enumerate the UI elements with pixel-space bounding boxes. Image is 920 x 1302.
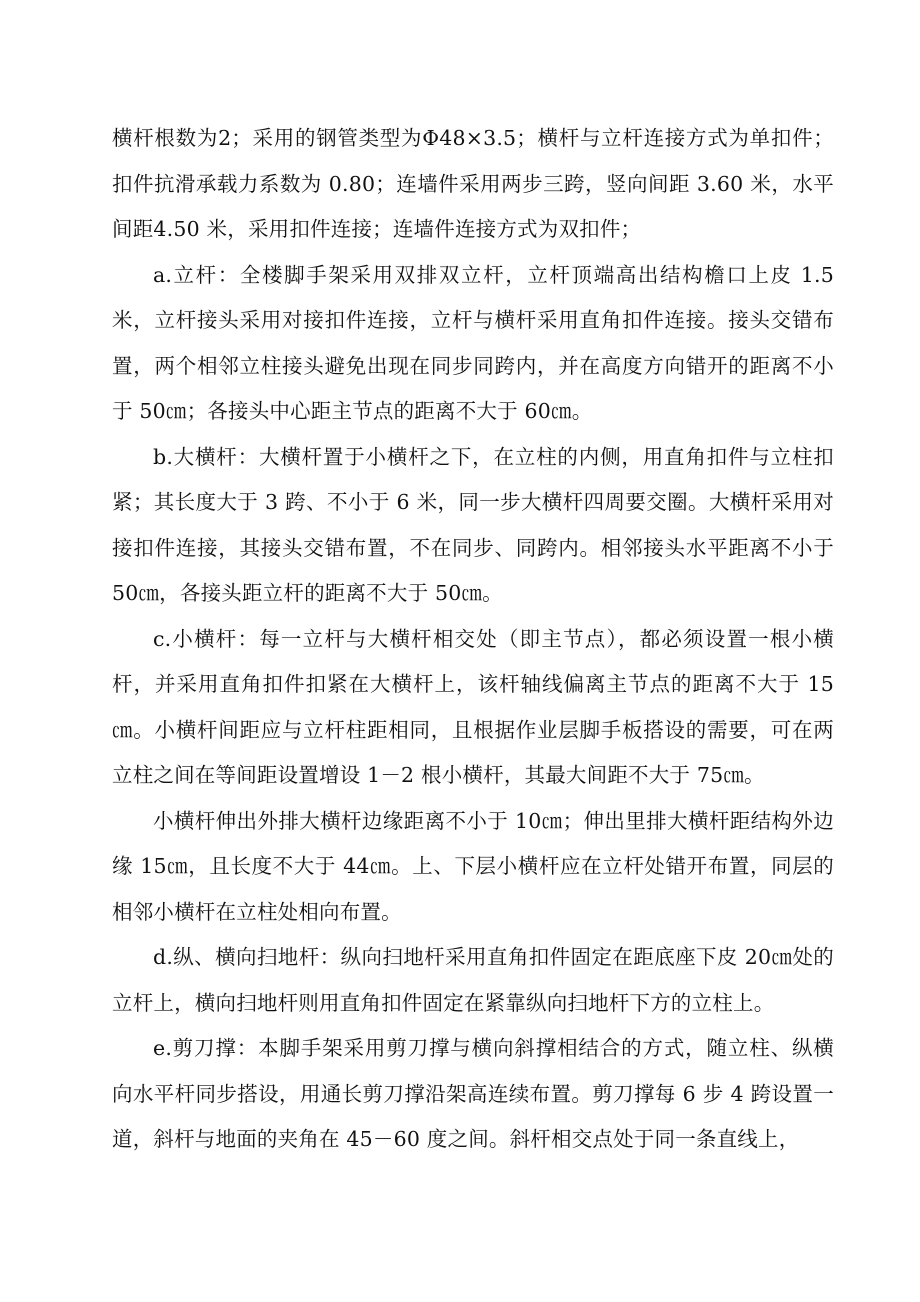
paragraph-sweeping-bar: d.纵、横向扫地杆：纵向扫地杆采用直角扣件固定在距底座下皮 20㎝处的立杆上，横向扫地杆则用直角扣件固定在紧靠纵向扫地杆下方的立柱上。 <box>112 945 834 1015</box>
paragraph-large-crossbar: b.大横杆：大横杆置于小横杆之下，在立柱的内侧，用直角扣件与立柱扣紧；其长度大于 3 跨、不小于 6 米，同一步大横杆四周要交圈。大横杆采用对接扣件连接，其接头交错布置，不在同步、同跨内。相邻接头水平距离不小于 50㎝，各接头距立杆的距离不大于 50㎝。 <box>112 444 834 605</box>
paragraph-vertical-pole: a.立杆：全楼脚手架采用双排双立杆，立杆顶端高出结构檐口上皮 1.5 米，立杆接头采用对接扣件连接，立杆与横杆采用直角扣件连接。接头交错布置，两个相邻立柱接头避免出现在同步同跨内，并在高度方向错开的距离不小于 50㎝；各接头中心距主节点的距离不大于 60㎝。 <box>112 262 834 423</box>
paragraph-continuation: 横杆根数为2；采用的钢管类型为Φ48×3.5；横杆与立杆连接方式为单扣件；扣件抗滑承载力系数为 0.80；连墙件采用两步三跨，竖向间距 3.60 米，水平间距4.50 米，采用扣件连接；连墙件连接方式为双扣件； <box>112 126 834 241</box>
paragraph-small-crossbar: c.小横杆：每一立杆与大横杆相交处（即主节点），都必须设置一根小横杆，并采用直角扣件扣紧在大横杆上，该杆轴线偏离主节点的距离不大于 15㎝。小横杆间距应与立杆柱距相同，且根据作业层脚手板搭设的需要，可在两立柱之间在等间距设置增设 1－2 根小横杆，其最大间距不大于 75㎝。 <box>112 626 834 787</box>
document-body <box>112 116 834 1163</box>
paragraph-scissor-brace: e.剪刀撑：本脚手架采用剪刀撑与横向斜撑相结合的方式，随立柱、纵横向水平杆同步搭设，用通长剪刀撑沿架高连续布置。剪刀撑每 6 步 4 跨设置一道，斜杆与地面的夹角在 45－60 度之间。斜杆相交点处于同一条直线上， <box>112 1036 834 1151</box>
paragraph-small-crossbar-extension: 小横杆伸出外排大横杆边缘距离不小于 10㎝；伸出里排大横杆距结构外边缘 15㎝，且长度不大于 44㎝。上、下层小横杆应在立杆处错开布置，同层的相邻小横杆在立柱处相向布置。 <box>112 808 834 924</box>
